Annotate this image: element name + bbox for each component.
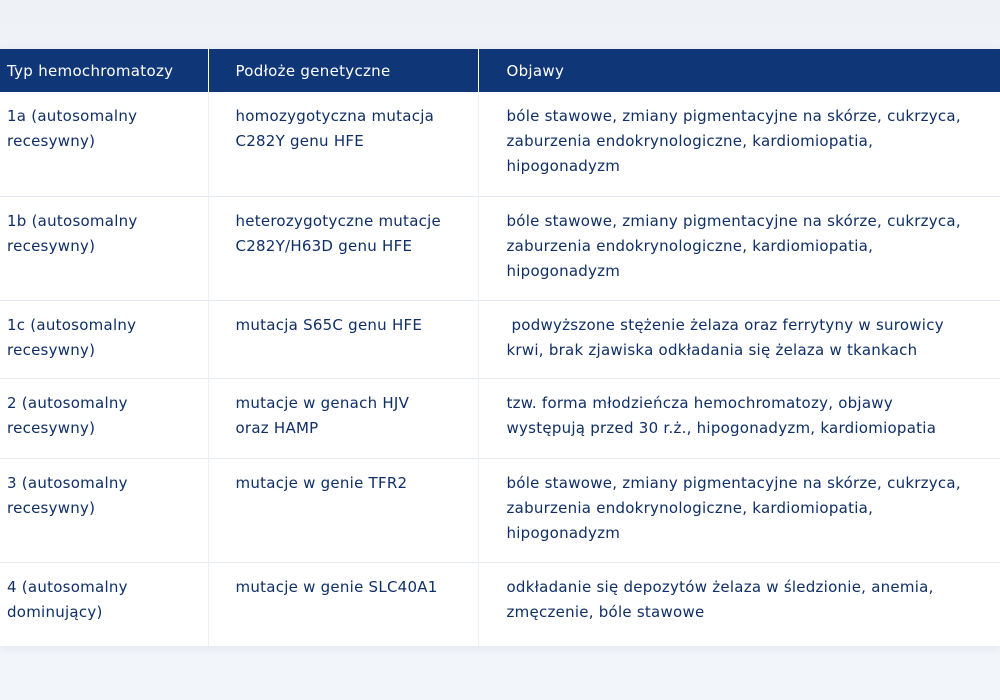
cell-text: recesywny) xyxy=(7,132,96,150)
cell-type xyxy=(0,92,208,196)
cell-text: bóle stawowe, zmiany pigmentacyjne na skórze, cukrzyca, xyxy=(506,473,961,492)
cell-symptoms xyxy=(478,92,1000,196)
cell-text: zmęczenie, bóle stawowe xyxy=(506,602,705,621)
cell-text: hipogonadyzm xyxy=(506,157,621,175)
table-row xyxy=(0,300,1000,378)
cell-text: bóle stawowe, zmiany pigmentacyjne na skórze, cukrzyca, xyxy=(506,211,961,230)
cell-text: recesywny) xyxy=(7,418,96,437)
cell-text: mutacje w genie TFR2 xyxy=(235,473,408,492)
cell-text: występują przed 30 r.ż., hipogonadyzm, kardiomiopatia xyxy=(506,418,937,437)
header-type: Typ hemochromatozy xyxy=(0,49,208,92)
cell-type xyxy=(0,300,208,378)
cell-text: 2 (autosomalny xyxy=(7,393,128,412)
cell-symptoms xyxy=(478,196,1000,300)
cell-genetics xyxy=(208,92,478,196)
cell-genetics xyxy=(208,300,478,378)
table-row xyxy=(0,378,1000,458)
header-symptoms: Objawy xyxy=(506,61,565,80)
cell-text: 1a (autosomalny xyxy=(7,107,138,125)
cell-text: recesywny) xyxy=(7,340,96,359)
cell-text: krwi, brak zjawiska odkładania się żelaza w tkankach xyxy=(506,340,918,359)
cell-genetics xyxy=(208,458,478,562)
cell-text: odkładanie się depozytów żelaza w śledzionie, anemia, xyxy=(506,577,934,596)
hemochromatosis-table-card xyxy=(0,49,1000,646)
cell-text: recesywny) xyxy=(7,236,96,255)
cell-text: recesywny) xyxy=(7,498,96,517)
cell-symptoms xyxy=(478,378,1000,458)
table-row xyxy=(0,196,1000,300)
cell-text: 1c (autosomalny xyxy=(7,315,137,334)
cell-type xyxy=(0,458,208,562)
cell-text: hipogonadyzm xyxy=(506,523,621,542)
cell-type xyxy=(0,196,208,300)
table-row xyxy=(0,458,1000,562)
table-header-row xyxy=(0,49,1000,92)
cell-text: 4 (autosomalny xyxy=(7,577,128,596)
cell-type xyxy=(0,378,208,458)
cell-text: zaburzenia endokrynologiczne, kardiomiopatia, xyxy=(506,236,874,255)
cell-genetics xyxy=(208,378,478,458)
cell-symptoms xyxy=(478,562,1000,646)
table-row xyxy=(0,562,1000,646)
cell-text: C282Y genu HFE xyxy=(235,132,364,150)
cell-text: heterozygotyczne mutacje xyxy=(235,211,442,230)
cell-text: oraz HAMP xyxy=(235,418,319,437)
cell-text: zaburzenia endokrynologiczne, kardiomiopatia, xyxy=(506,132,874,150)
cell-text: dominujący) xyxy=(7,602,103,621)
cell-text: mutacja S65C genu HFE xyxy=(235,315,423,334)
hemochromatosis-table xyxy=(0,49,1000,646)
cell-text: homozygotyczna mutacja xyxy=(235,107,435,125)
header-genetics: Podłoże genetyczne xyxy=(208,49,478,92)
cell-text: zaburzenia endokrynologiczne, kardiomiopatia, xyxy=(506,498,874,517)
cell-symptoms xyxy=(478,458,1000,562)
cell-text: hipogonadyzm xyxy=(506,261,621,280)
table-row xyxy=(0,92,1000,196)
cell-text: tzw. forma młodzieńcza hemochromatozy, objawy xyxy=(506,393,893,412)
cell-text: bóle stawowe, zmiany pigmentacyjne na skórze, cukrzyca, xyxy=(506,107,961,125)
cell-text: podwyższone stężenie żelaza oraz ferrytyny w surowicy xyxy=(506,315,944,334)
cell-text: 3 (autosomalny xyxy=(7,473,128,492)
cell-text: mutacje w genach HJV xyxy=(235,393,410,412)
cell-text: mutacje w genie SLC40A1 xyxy=(235,577,438,596)
cell-symptoms xyxy=(478,300,1000,378)
cell-genetics xyxy=(208,562,478,646)
cell-type xyxy=(0,562,208,646)
cell-text: 1b (autosomalny xyxy=(7,211,138,230)
cell-text: C282Y/H63D genu HFE xyxy=(235,236,413,255)
cell-genetics xyxy=(208,196,478,300)
